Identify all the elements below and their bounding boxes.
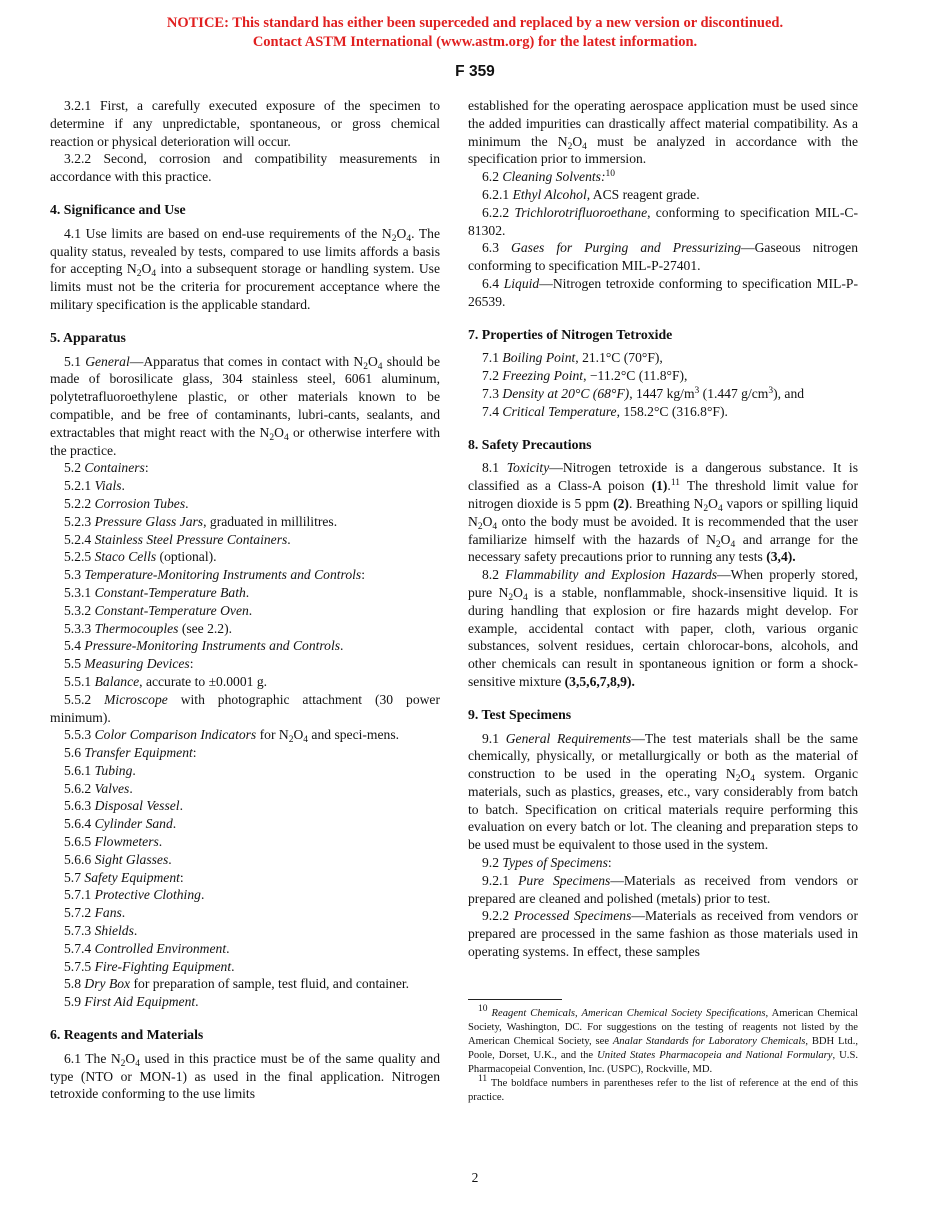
para-5-6-6: 5.6.6 Sight Glasses. (64, 851, 172, 867)
para-9-2-2: 9.2.2 Processed Specimens—Materials as received from vendors or prepared are processed in the same fashion as those materials used in operating systems. In effect, these samples (468, 908, 858, 960)
para-5-2-3: 5.2.3 Pressure Glass Jars, graduated in millilitres. (64, 513, 338, 529)
footnotes (468, 1003, 859, 1105)
notice-line-2: Contact ASTM International (www.astm.org) for the latest information. (252, 34, 698, 50)
para-9-2: 9.2 Types of Specimens: (482, 855, 612, 871)
para-5-7-5: 5.7.5 Fire-Fighting Equipment. (64, 958, 235, 974)
para-5-5-3: 5.5.3 Color Comparison Indicators for $N_2O_4$ and speci-mens. (64, 727, 400, 746)
para-6-2: 6.2 Cleaning Solvents:$^{10}$ (482, 169, 615, 185)
para-8-2: 8.2 Flammability and Explosion Hazards—When properly stored, pure $N_2O_4$ is a stable, nonflammable, shock-insensitive liquid. It is during handling that explosion or fire hazards might develop. For example, accidental contact with paper, cloth, various organic substances, solvent residues, certain chlorocar-bons, alcohols, and other chemicals can result in spontaneous ignition or form a shock-sensitive mixture (3,5,6,7,8,9). (468, 567, 859, 689)
para-6-1: 6.1 The $N_2O_4$ used in this practice must be of the same quality and type (NTO or MON-1) as used in the final application. Nitrogen tetroxide conforming to the use limits (50, 1050, 440, 1102)
para-6-4: 6.4 Liquid—Nitrogen tetroxide conforming to specification MIL-P-26539. (468, 275, 858, 309)
section-9-heading: 9. Test Specimens (468, 706, 572, 722)
para-8-1: 8.1 Toxicity—Nitrogen tetroxide is a dangerous substance. It is classified as a Class-A poison (1).$^{11}$ The threshold limit value for nitrogen dioxide is 5 ppm (2). Breathing $N_2O_4$ vapors or spilling liquid $N_2O_4$ onto the body must be avoided. It is recommended that the user familiarize himself with the hazards of $N_2O_4$ and arrange for the necessary safety precautions prior to running any tests (3,4). (468, 460, 858, 565)
section-7-heading: 7. Properties of Nitrogen Tetroxide (468, 326, 673, 342)
section-4-heading: 4. Significance and Use (50, 201, 186, 217)
para-5-3: 5.3 Temperature-Monitoring Instruments and Controls: (64, 567, 365, 583)
para-6-2-2: 6.2.2 Trichlorotrifluoroethane, conforming to specification MIL-C-81302. (468, 204, 858, 238)
footnote-ref-11: 11 (670, 478, 680, 489)
para-5-5-2: 5.5.2 Microscope with photographic attachment (30 power minimum). (50, 691, 440, 725)
para-5-7-3: 5.7.3 Shields. (64, 923, 138, 939)
para-7-3: 7.3 Density at 20°C (68°F), 1447 $kg/m^3$ (1.447 $g/cm^3$), and (482, 385, 805, 401)
footnote-ref-10: 10 (605, 169, 615, 180)
para-5-6-2: 5.6.2 Valves. (64, 780, 133, 796)
para-5-4: 5.4 Pressure-Monitoring Instruments and Controls. (64, 638, 344, 654)
para-5-5: 5.5 Measuring Devices: (64, 656, 194, 672)
para-7-1: 7.1 Boiling Point, 21.1°C (70°F), (482, 350, 663, 366)
para-9-1: 9.1 General Requirements—The test materials shall be the same chemically, physically, or metallurgically or both as the material of construction to be used in the operating $N_2O_4$ system. Organic materials, such as plastics, greases, etc., vary considerably from batch to batch. Specification on critical materials require performing this evaluation on every batch or lot. The cleaning and preparation steps to be used must be equivalent to those used in the system. (468, 730, 858, 853)
para-5-9: 5.9 First Aid Equipment. (64, 994, 199, 1010)
para-5-6: 5.6 Transfer Equipment: (64, 745, 197, 761)
para-5-6-4: 5.6.4 Cylinder Sand. (64, 816, 177, 832)
section-6-heading: 6. Reagents and Materials (50, 1027, 204, 1043)
para-5-5-1: 5.5.1 Balance, accurate to ±0.0001 g. (64, 673, 268, 689)
para-5-8: 5.8 Dry Box for preparation of sample, test fluid, and container. (64, 976, 410, 992)
para-5-7-1: 5.7.1 Protective Clothing. (64, 887, 205, 903)
footnote-11: $^{11}$ The boldface numbers in parentheses refer to the list of reference at the end of this practice. (468, 1073, 858, 1103)
document-designation: F 359 (455, 63, 495, 80)
para-5-6-3: 5.6.3 Disposal Vessel. (64, 798, 183, 814)
para-6-3: 6.3 Gases for Purging and Pressurizing—Gaseous nitrogen conforming to specification MIL-P-27401. (468, 240, 858, 274)
para-5-2: 5.2 Containers: (64, 460, 149, 476)
notice-line-1: NOTICE: This standard has either been superceded and replaced by a new version or discontinued. (166, 15, 784, 31)
section-5-heading: 5. Apparatus (50, 329, 126, 345)
para-7-4: 7.4 Critical Temperature, 158.2°C (316.8°F). (482, 403, 728, 419)
para-5-6-1: 5.6.1 Tubing. (64, 762, 136, 778)
para-5-3-2: 5.3.2 Constant-Temperature Oven. (64, 602, 253, 618)
para-3-2-1: 3.2.1 First, a carefully executed exposure of the specimen to determine if any unpredictable, spontaneous, or gross chemical reaction or physical deterioration will occur. (50, 98, 440, 149)
para-5-7-2: 5.7.2 Fans. (64, 905, 126, 921)
para-6-1-continued: established for the operating aerospace application must be used since the added impurities can drastically affect material compatibility. As a minimum the $N_2O_4$ must be analyzed in accordance with the specification prior to immersion. (468, 98, 858, 167)
para-5-3-3: 5.3.3 Thermocouples (see 2.2). (64, 620, 233, 636)
para-5-7: 5.7 Safety Equipment: (64, 869, 184, 885)
para-5-2-5: 5.2.5 Staco Cells (optional). (64, 549, 217, 565)
supersession-notice (0, 14, 950, 52)
para-5-3-1: 5.3.1 Constant-Temperature Bath. (64, 584, 250, 600)
para-7-2: 7.2 Freezing Point, −11.2°C (11.8°F), (482, 368, 688, 384)
para-5-2-1: 5.2.1 Vials. (64, 478, 125, 494)
right-column (468, 97, 858, 1105)
para-5-7-4: 5.7.4 Controlled Environment. (64, 940, 230, 956)
footnote-10: $^{10}$ Reagent Chemicals, American Chemical Society Specifications, American Chemical Society, Washington, DC. For suggestions on the testing of reagents not listed by the American Chemical Society, see Analar Standards for Laboratory Chemicals, BDH Ltd., Poole, Dorset, U.K., and the United States Pharmacopeia and National Formulary, U.S. Pharmacopeial Convention, Inc. (USPC), Rockville, MD. (468, 1003, 859, 1075)
page-number: 2 (471, 1170, 479, 1185)
left-column (50, 97, 440, 1103)
para-5-2-4: 5.2.4 Stainless Steel Pressure Containers. (64, 531, 291, 547)
para-6-2-1: 6.2.1 Ethyl Alcohol, ACS reagent grade. (482, 186, 700, 202)
para-5-6-5: 5.6.5 Flowmeters. (64, 834, 163, 850)
para-3-2-2: 3.2.2 Second, corrosion and compatibility measurements in accordance with this practice. (50, 151, 440, 185)
para-5-1: 5.1 General—Apparatus that comes in contact with $N_2O_4$ should be made of borosilicate glass, 304 stainless steel, 6061 aluminum, polytetrafluoroethylene plastic, or other materials known to be compatible, and be free of contaminants, lubri-cants, sealants, and extractables that might react with the $N_2O_4$ or otherwise interfere with the practice. (50, 353, 441, 458)
para-5-2-2: 5.2.2 Corrosion Tubes. (64, 495, 189, 511)
para-4-1: 4.1 Use limits are based on end-use requirements of the $N_2O_4$. The quality status, revealed by tests, compared to use limits affords a basis for accepting $N_2O_4$ into a subsequent storage or handling system. Use limits must not be the criteria for procurement acceptance where the military specification is the applicable standard. (50, 225, 441, 312)
footnote-divider (468, 999, 562, 1000)
para-9-2-1: 9.2.1 Pure Specimens—Materials as received from vendors or prepared are cleaned and polished (metals) prior to test. (468, 872, 858, 906)
section-8-heading: 8. Safety Precautions (468, 436, 592, 452)
